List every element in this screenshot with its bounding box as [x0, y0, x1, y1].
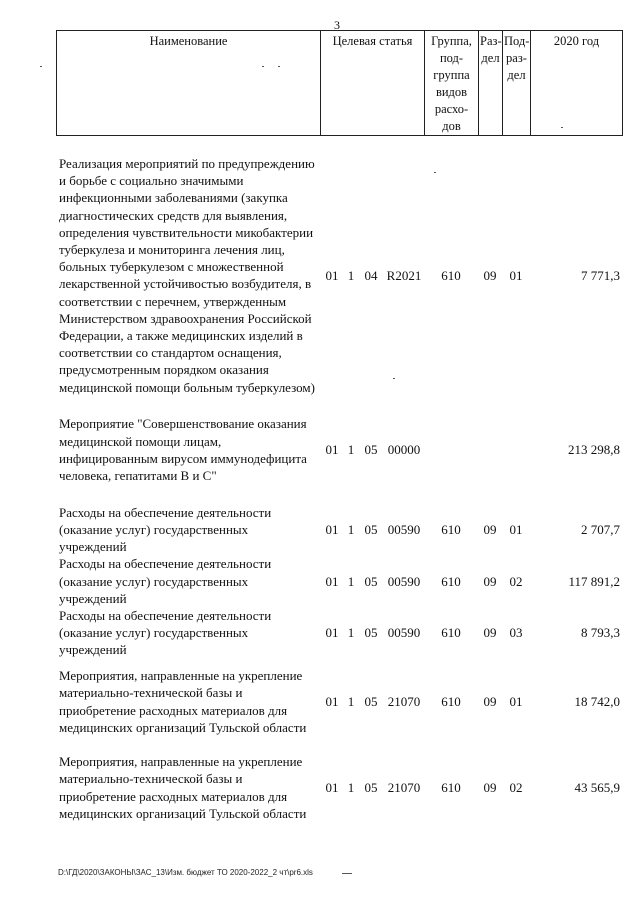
- table-row: [56, 155, 622, 396]
- row-code-event: 05: [364, 442, 378, 458]
- table-row: [56, 659, 622, 745]
- scan-speck: [40, 66, 42, 67]
- row-group: 610: [441, 522, 461, 538]
- row-amount: 43 565,9: [574, 780, 620, 796]
- row-code-direction: 21070: [387, 694, 421, 710]
- row-code-subprogram: 1: [347, 573, 355, 589]
- table-header: [56, 30, 623, 136]
- scan-speck: [561, 127, 563, 128]
- row-code-program: 01: [325, 573, 339, 589]
- row-code-subprogram: 1: [347, 442, 355, 458]
- row-razdel: 09: [483, 522, 497, 538]
- row-podrazdel: 01: [509, 267, 523, 283]
- row-amount: 2 707,7: [581, 522, 620, 538]
- header-name: Наименование: [57, 31, 321, 136]
- row-code-direction: 00590: [387, 625, 421, 641]
- scan-speck: [434, 172, 436, 173]
- row-group: 610: [441, 625, 461, 641]
- row-podrazdel: [502, 396, 530, 504]
- row-group: 610: [441, 267, 461, 283]
- row-podrazdel: 02: [509, 573, 523, 589]
- row-group: 610: [441, 780, 461, 796]
- row-name: Расходы на обеспечение деятельности (оказание услуг) государственных учреждений: [59, 608, 272, 658]
- row-amount: 213 298,8: [568, 442, 620, 458]
- budget-table: [56, 155, 622, 831]
- scan-speck: [393, 378, 395, 379]
- row-code-program: 01: [325, 267, 339, 283]
- header-podrazdel: Под- раз- дел: [503, 31, 531, 136]
- row-code-subprogram: 1: [347, 694, 355, 710]
- row-name: Реализация мероприятий по предупреждению и борьбе с социально значимыми инфекционными заболеваниями (закупка диагностических средств для выявления, определения чувствительности микобактерии туберкулеза и мониторинга лечения лиц, больных туберкулезом с множественной лекарственной устойчивостью возбудителя, в соответствии с перечнем, утвержденным Министерством здравоохранения Российской Федерации, а также медицинских изделий в соответствии со стандартом оснащения, предусмотренным порядком оказания медицинской помощи больным туберкулезом): [59, 156, 315, 395]
- table-row: [56, 607, 622, 659]
- row-group: [424, 396, 478, 504]
- row-razdel: 09: [483, 267, 497, 283]
- row-podrazdel: 03: [509, 625, 523, 641]
- row-code-subprogram: 1: [347, 522, 355, 538]
- row-code-direction: 00590: [387, 573, 421, 589]
- row-code-subprogram: 1: [347, 780, 355, 796]
- scan-speck: [342, 873, 352, 874]
- row-amount: 18 742,0: [574, 694, 620, 710]
- row-razdel: 09: [483, 625, 497, 641]
- row-amount: 7 771,3: [581, 267, 620, 283]
- header-razdel: Раз- дел: [479, 31, 503, 136]
- row-name: Мероприятия, направленные на укрепление материально-технической базы и приобретение расходных материалов для медицинских организаций Тульской области: [59, 754, 307, 821]
- header-year: 2020 год: [531, 31, 623, 136]
- row-code-event: 05: [364, 694, 378, 710]
- row-name: Расходы на обеспечение деятельности (оказание услуг) государственных учреждений: [59, 504, 272, 555]
- row-razdel: 09: [483, 694, 497, 710]
- file-path-footer: D:\ГД\2020\ЗАКОНЫ\ЗАС_13\Изм. бюджет ТО 2020-2022_2 чт\pr6.xls: [58, 868, 313, 877]
- row-name: Мероприятие "Совершенствование оказания медицинской помощи лицам, инфицированным вирусом иммунодефицита человека, гепатитами В и С": [59, 416, 307, 484]
- table-row: [56, 555, 622, 607]
- row-code-subprogram: 1: [347, 267, 355, 283]
- row-code-event: 05: [364, 625, 378, 641]
- row-group: 610: [441, 694, 461, 710]
- row-code-event: 04: [364, 267, 378, 283]
- row-amount: 117 891,2: [568, 573, 620, 589]
- row-code-program: 01: [325, 780, 339, 796]
- row-code-program: 01: [325, 694, 339, 710]
- row-code-direction: 00000: [387, 442, 421, 458]
- row-podrazdel: 02: [509, 780, 523, 796]
- row-amount: 8 793,3: [581, 625, 620, 641]
- row-code-direction: 00590: [387, 522, 421, 538]
- row-code-event: 05: [364, 573, 378, 589]
- row-code-direction: R2021: [386, 267, 422, 283]
- scan-speck: [278, 66, 280, 67]
- row-podrazdel: 01: [509, 694, 523, 710]
- row-code-event: 05: [364, 522, 378, 538]
- row-code-event: 05: [364, 780, 378, 796]
- row-name: Мероприятия, направленные на укрепление материально-технической базы и приобретение расходных материалов для медицинских организаций Тульской области: [59, 668, 307, 735]
- row-code-program: 01: [325, 442, 339, 458]
- row-code-direction: 21070: [387, 780, 421, 796]
- table-row: [56, 745, 622, 831]
- header-target: Целевая статья: [321, 31, 425, 136]
- row-group: 610: [441, 573, 461, 589]
- row-name: Расходы на обеспечение деятельности (оказание услуг) государственных учреждений: [59, 556, 272, 606]
- row-code-subprogram: 1: [347, 625, 355, 641]
- row-podrazdel: 01: [509, 522, 523, 538]
- row-code-program: 01: [325, 522, 339, 538]
- header-group: Группа, под- группа видов расхо- дов: [425, 31, 479, 136]
- table-row: [56, 504, 622, 556]
- scan-speck: [262, 66, 264, 67]
- row-razdel: 09: [483, 780, 497, 796]
- row-razdel: [478, 396, 502, 504]
- row-code-program: 01: [325, 625, 339, 641]
- row-razdel: 09: [483, 573, 497, 589]
- page-number: 3: [334, 18, 340, 32]
- table-row: [56, 396, 622, 504]
